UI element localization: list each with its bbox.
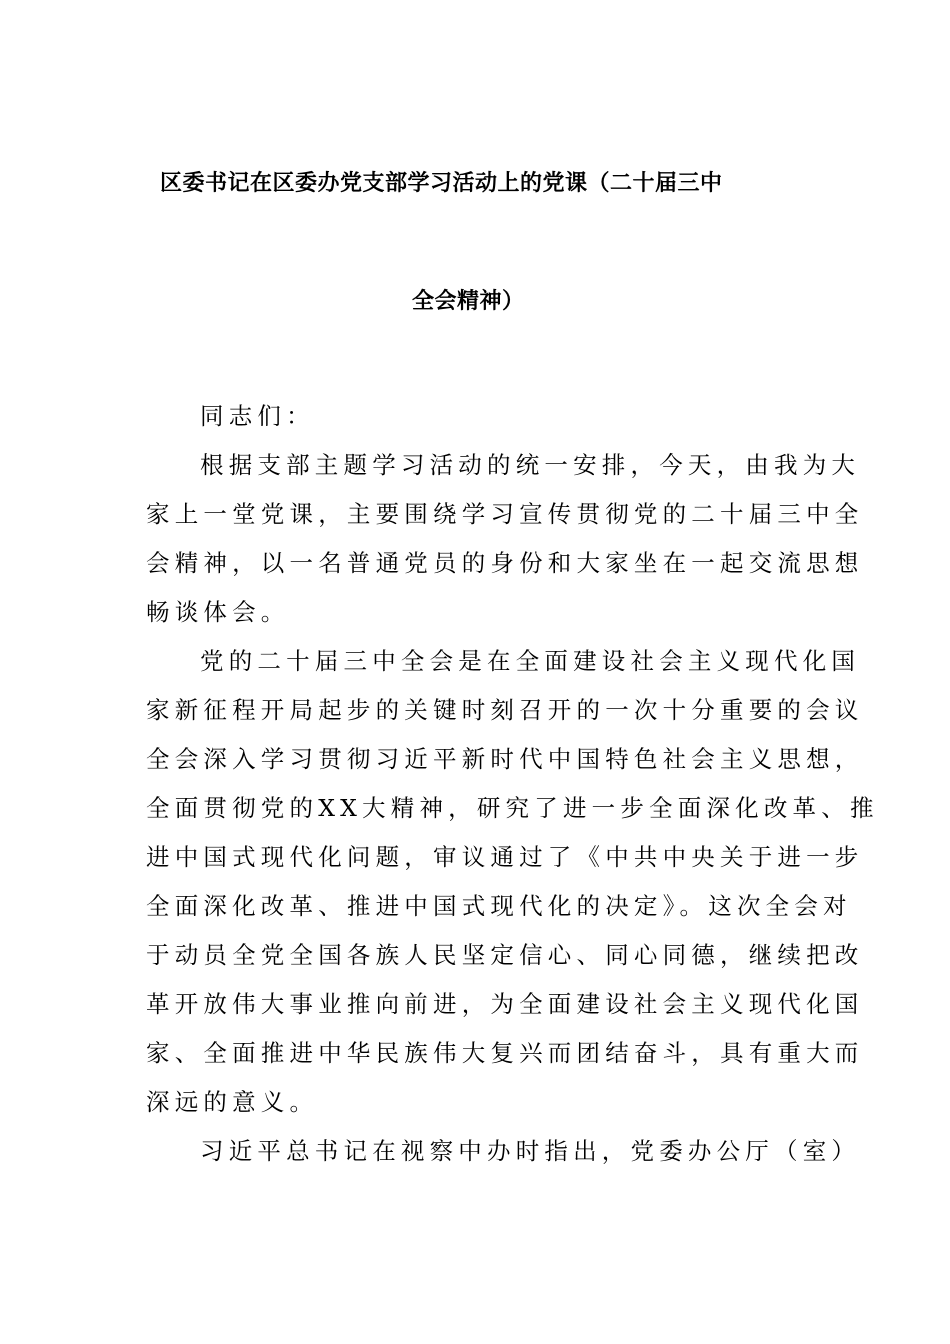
paragraph-2-line-10: 深远的意义。 [146,1088,319,1116]
paragraph-2-line-5: 进中国式现代化问题，审议通过了《中共中央关于进一步 [146,843,864,871]
paragraph-2-line-6: 全面深化改革、推进中国式现代化的决定》。这次全会对 [146,892,852,920]
document-title-line-2: 全会精神） [412,289,525,314]
paragraph-3-line-1: 习近平总书记在视察中办时指出，党委办公厅（室） [200,1137,861,1165]
paragraph-1-line-2: 家上一堂党课，主要围绕学习宣传贯彻党的二十届三中全 [146,500,864,528]
paragraph-1-line-4: 畅谈体会。 [146,598,290,626]
paragraph-2-line-7: 于动员全党全国各族人民坚定信心、同心同德，继续把改 [146,941,864,969]
paragraph-2-line-1: 党的二十届三中全会是在全面建设社会主义现代化国 [200,647,861,675]
paragraph-2-line-9: 家、全面推进中华民族伟大复兴而团结奋斗，具有重大而 [146,1039,864,1067]
paragraph-2-line-2: 家新征程开局起步的关键时刻召开的一次十分重要的会议 [146,696,864,724]
paragraph-2-line-8: 革开放伟大事业推向前进，为全面建设社会主义现代化国 [146,990,864,1018]
document-body [146,392,879,1176]
salutation: 同志们： [200,402,315,430]
paragraph-1-line-1: 根据支部主题学习活动的统一安排，今天，由我为大 [200,451,861,479]
paragraph-1-line-3: 会精神，以一名普通党员的身份和大家坐在一起交流思想 [146,549,864,577]
document-title-line-1: 区委书记在区委办党支部学习活动上的党课（二十届三中 [160,171,723,196]
paragraph-2-line-3: 全会深入学习贯彻习近平新时代中国特色社会主义思想， [146,745,864,773]
paragraph-2-line-4: 全面贯彻党的XX大精神，研究了进一步全面深化改革、推 [146,794,879,822]
